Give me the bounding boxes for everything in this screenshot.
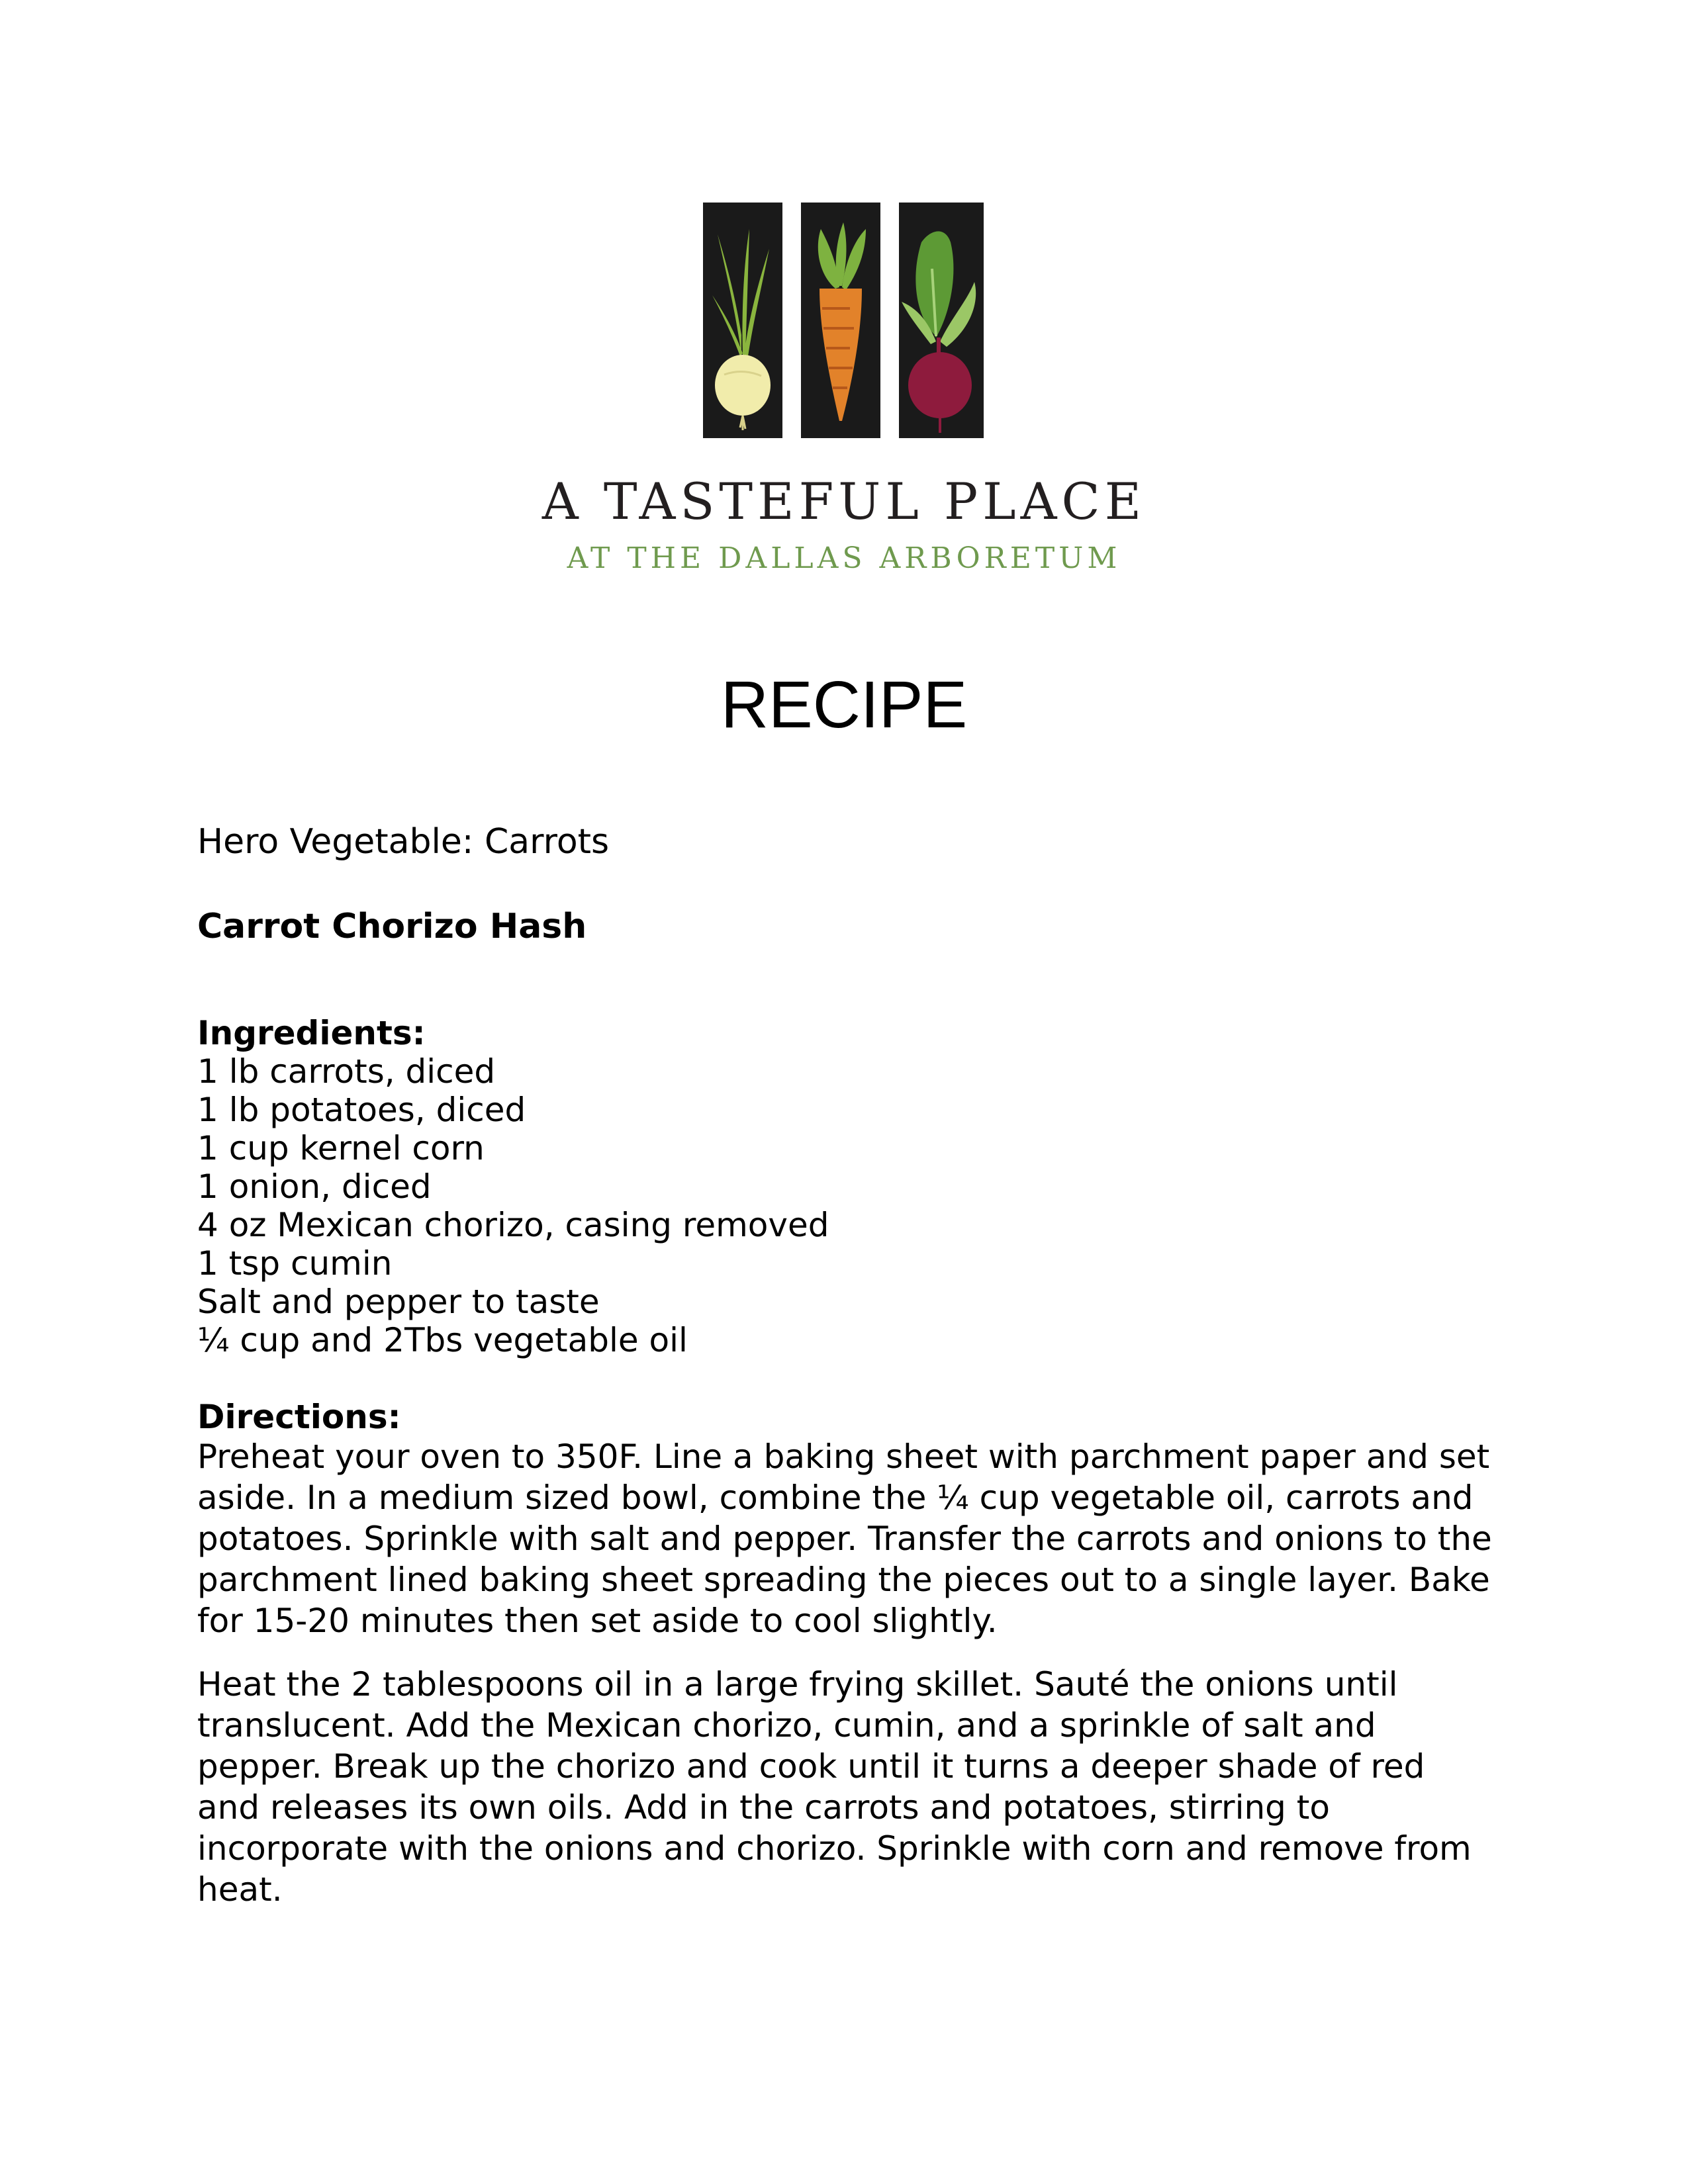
brand-logo [703,203,984,438]
hero-vegetable: Hero Vegetable: Carrots [197,822,610,862]
recipe-content [197,821,1495,1910]
ingredient-item: 1 onion, diced [197,1167,432,1206]
ingredient-item: 4 oz Mexican chorizo, casing removed [197,1206,829,1244]
directions-section [197,1398,1495,1910]
ingredient-item: 1 lb potatoes, diced [197,1091,526,1129]
recipe-title: Carrot Chorizo Hash [197,907,587,946]
ingredient-item: 1 tsp cumin [197,1244,393,1283]
direction-paragraph: Heat the 2 tablespoons oil in a large frying skillet. Sauté the onions until translucent. Add the Mexican chorizo, cumin, and a sprinkle of salt and pepper. Break up the chorizo and cook until it turns a deeper shade of red and releases its own oils. Add in the carrots and potatoes, stirring to incorporate with the onions and chorizo. Sprinkle with corn and remove from heat. [197,1665,1472,1909]
ingredients-section [197,1014,1495,1359]
logo-graphic [703,203,984,438]
direction-paragraph: Preheat your oven to 350F. Line a baking sheet with parchment paper and set aside. In a medium sized bowl, combine the ¼ cup vegetable oil, carrots and potatoes. Sprinkle with salt and pepper. Transfer the carrots and onions to the parchment lined baking sheet spreading the pieces out to a single layer. Bake for 15-20 minutes then set aside to cool slightly. [197,1437,1492,1640]
ingredients-label: Ingredients: [197,1014,426,1052]
recipe-heading: RECIPE [720,668,968,742]
ingredient-item: ¼ cup and 2Tbs vegetable oil [197,1321,688,1359]
ingredient-item: Salt and pepper to taste [197,1283,600,1321]
ingredient-item: 1 cup kernel corn [197,1129,485,1167]
brand-name: A TASTEFUL PLACE [541,472,1147,531]
directions-label: Directions: [197,1398,401,1436]
ingredient-item: 1 lb carrots, diced [197,1052,496,1091]
ingredients-list [197,1052,1495,1359]
brand-subtitle: AT THE DALLAS ARBORETUM [567,541,1121,575]
